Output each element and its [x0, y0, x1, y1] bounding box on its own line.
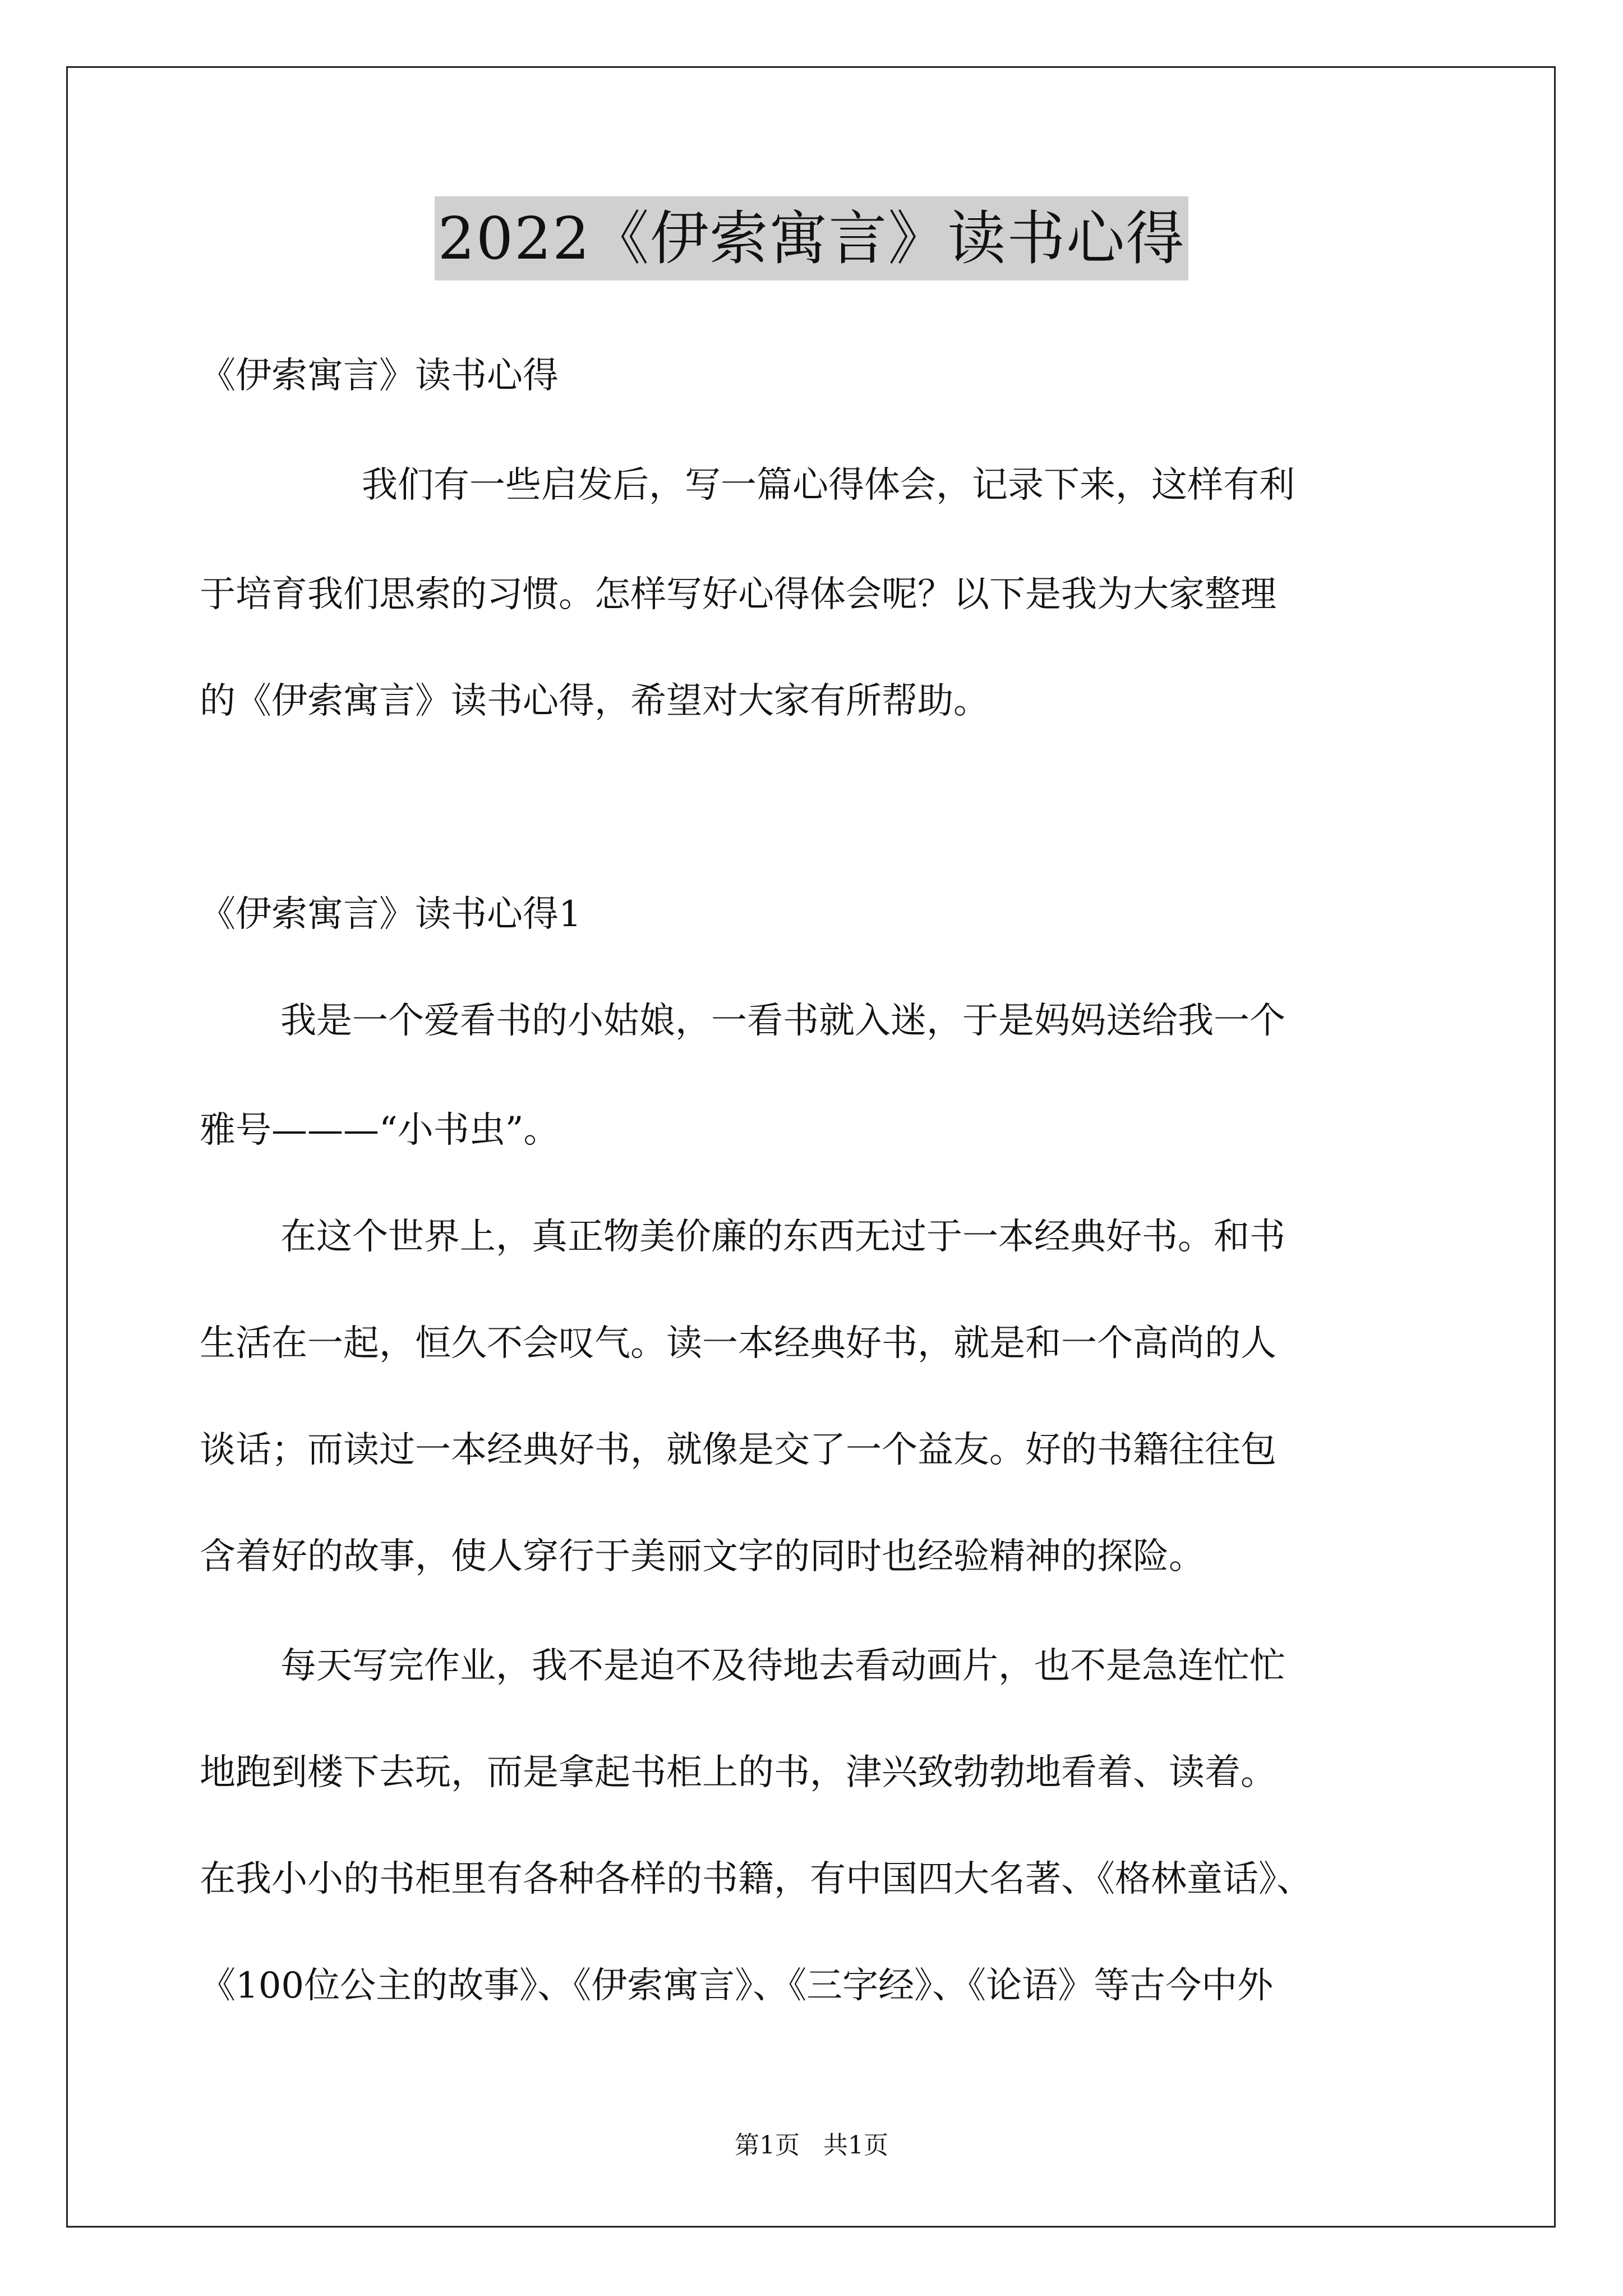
document-title: 2022《伊索寓言》读书心得: [435, 196, 1189, 280]
intro-line: 我们有一些启发后，写一篇心得体会，记录下来，这样有利: [362, 464, 1295, 506]
body-line: 在我小小的书柜里有各种各样的书籍，有中国四大名著、《格林童话》、: [200, 1858, 1312, 1900]
body-line: 我是一个爱看书的小姑娘，一看书就入迷，于是妈妈送给我一个: [280, 1000, 1285, 1042]
subtitle: 《伊索寓言》读书心得: [200, 355, 559, 397]
body-line: 生活在一起，恒久不会叹气。读一本经典好书，就是和一个高尚的人: [200, 1323, 1276, 1364]
body-line: 《100位公主的故事》、《伊索寓言》、《三字经》、《论语》等古今中外: [200, 1965, 1274, 2007]
body-line: 每天写完作业，我不是迫不及待地去看动画片，也不是急连忙忙: [280, 1645, 1285, 1687]
intro-line: 于培育我们思索的习惯。怎样写好心得体会呢？以下是我为大家整理: [200, 574, 1276, 615]
page-footer: 第1页 共1页: [735, 2131, 888, 2160]
intro-line: 的《伊索寓言》读书心得，希望对大家有所帮助。: [200, 680, 989, 722]
body-line: 含着好的故事，使人穿行于美丽文字的同时也经验精神的探险。: [200, 1536, 1205, 1577]
section-heading: 《伊索寓言》读书心得1: [200, 894, 582, 935]
body-line: 谈话；而读过一本经典好书，就像是交了一个益友。好的书籍往往包: [200, 1429, 1276, 1471]
body-line: 在这个世界上，真正物美价廉的东西无过于一本经典好书。和书: [280, 1216, 1285, 1258]
body-line: 雅号———“小书虫”。: [200, 1110, 560, 1151]
title-container: [0, 196, 1623, 280]
body-line: 地跑到楼下去玩，而是拿起书柜上的书，津兴致勃勃地看着、读着。: [200, 1752, 1276, 1793]
